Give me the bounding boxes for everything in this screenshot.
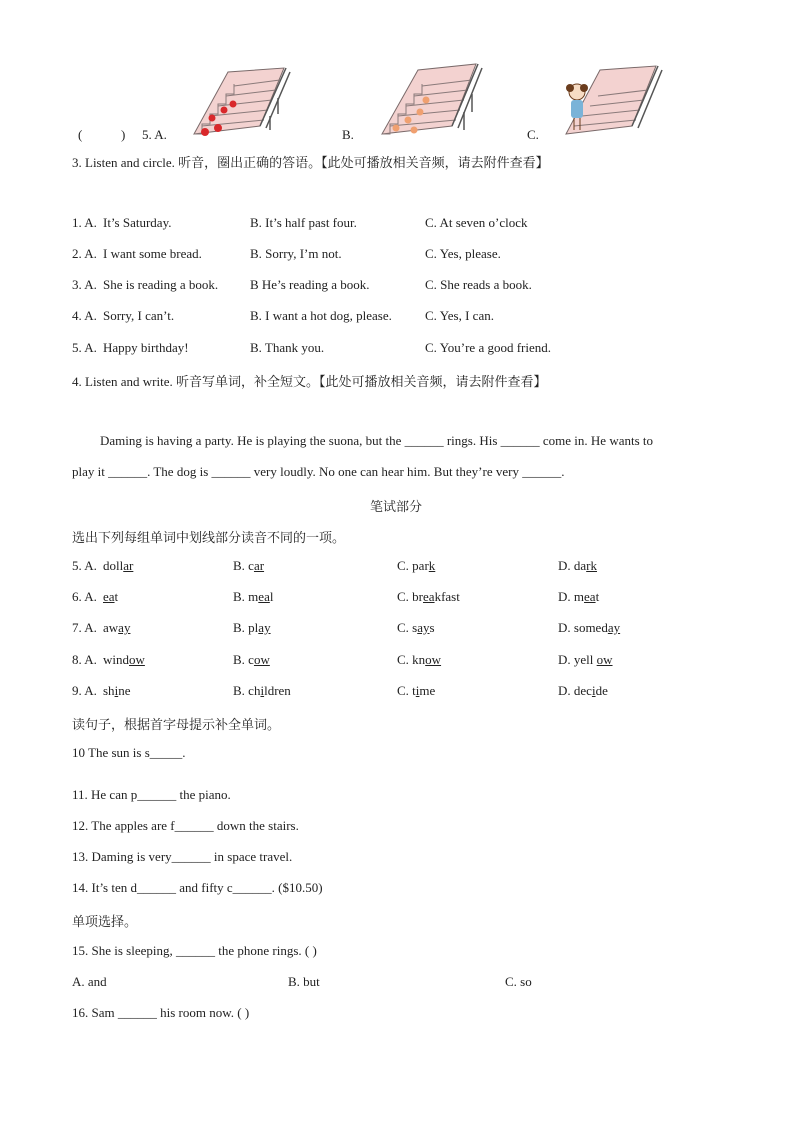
listen-q5-option-a: Happy birthday! (103, 340, 189, 355)
phonics-q8-d-pre: D. (558, 652, 574, 667)
phonics-q8-d-u: ow (596, 652, 613, 667)
listen-q1-option-b: B. It’s half past four. (250, 215, 357, 230)
phonics-q5-c-pre: C. (397, 558, 413, 573)
phonics-q8-option-d (558, 652, 613, 668)
phonics-q9-b-u: i (260, 683, 265, 698)
phonics-q7-b-u: ay (258, 620, 271, 635)
phonics-q7-option-b (233, 620, 271, 636)
phonics-q7-a-start: aw (103, 620, 119, 635)
phonics-q6-d-start: m (573, 589, 585, 604)
phonics-q5-d-start: da (573, 558, 587, 573)
phonics-q9-d-end: de (595, 683, 608, 698)
phonics-q7-d-pre: D. (558, 620, 574, 635)
stairs-girl-image (560, 62, 664, 142)
phonics-q7-c-u: ay (417, 620, 430, 635)
phonics-q9-b-start: ch (248, 683, 261, 698)
phonics-q6-d-end: t (595, 589, 600, 604)
phonics-q7-c-end: s (429, 620, 435, 635)
phonics-q6-b-u: ea (258, 589, 270, 604)
listen-q3-option-c: C. She reads a book. (425, 277, 532, 292)
passage-line-1: Daming is having a party. He is playing the suona, but the ______ rings. His ______ come in. He wants to (100, 433, 654, 448)
phonics-q8-option-b (233, 652, 270, 668)
phonics-q7-number: 7. A. (72, 620, 97, 635)
phonics-q5-option-d (558, 558, 597, 574)
phonics-q5-a-u: ar (123, 558, 134, 573)
phonics-q6-number: 6. A. (72, 589, 97, 604)
phonics-q9-c-pre: C. (397, 683, 413, 698)
phonics-q8-c-start: kn (412, 652, 426, 667)
phonics-q5-b-start: c (248, 558, 254, 573)
phonics-q7-c-pre: C. (397, 620, 413, 635)
phonics-q7-option-c (397, 620, 435, 636)
option-b-label: B. (342, 127, 354, 142)
phonics-q6-d-u: ea (584, 589, 596, 604)
stairs-oranges-image (374, 60, 492, 142)
phonics-q7-option-a (103, 620, 130, 636)
listen-q2-option-c: C. Yes, please. (425, 246, 501, 261)
phonics-q9-d-u: i (591, 683, 596, 698)
phonics-q6-option-d (558, 589, 599, 605)
listen-q3-option-a: She is reading a book. (103, 277, 219, 292)
phonics-q6-a-end: t (114, 589, 119, 604)
listen-q2-option-b: B. Sorry, I’m not. (250, 246, 342, 261)
phonics-q6-a-u: ea (103, 589, 115, 604)
listen-q5-number: 5. A. (72, 340, 97, 355)
phonics-q8-c-u: ow (425, 652, 442, 667)
phonics-q8-a-start: wind (103, 652, 129, 667)
phonics-q7-c-start: s (412, 620, 418, 635)
listen-q1-number: 1. A. (72, 215, 97, 230)
choice-q16: 16. Sam ______ his room now. ( ) (72, 1005, 250, 1020)
stairs-apples-image (188, 64, 298, 142)
listen-q2-option-a: I want some bread. (103, 246, 202, 261)
phonics-q6-c-start: br (412, 589, 424, 604)
phonics-q5-option-c (397, 558, 435, 574)
phonics-q5-a-start: doll (103, 558, 124, 573)
listen-q4-option-c: C. Yes, I can. (425, 308, 494, 323)
phonics-q6-c-u: ea (423, 589, 435, 604)
phonics-header: 选出下列每组单词中划线部分读音不同的一项。 (72, 530, 346, 545)
listen-q5-option-c: C. You’re a good friend. (425, 340, 552, 355)
phonics-q9-option-d (558, 683, 608, 699)
phonics-q5-b-pre: B. (233, 558, 249, 573)
phonics-q8-b-pre: B. (233, 652, 249, 667)
phonics-q8-number: 8. A. (72, 652, 97, 667)
phonics-q9-c-start: t (412, 683, 416, 698)
phonics-q7-option-d (558, 620, 620, 636)
phonics-q6-c-end: kfast (434, 589, 460, 604)
phonics-q6-option-a (103, 589, 118, 605)
phonics-q5-b-u: ar (253, 558, 265, 573)
phonics-q6-b-start: m (248, 589, 259, 604)
phonics-q8-option-c (397, 652, 441, 668)
phonics-q9-d-start: dec (573, 683, 592, 698)
phonics-q6-b-pre: B. (233, 589, 249, 604)
phonics-q9-number: 9. A. (72, 683, 97, 698)
answer-paren-open: ( (78, 127, 83, 142)
phonics-q5-number: 5. A. (72, 558, 97, 573)
fill-q12: 12. The apples are f______ down the stairs. (72, 818, 299, 833)
choice-q15: 15. She is sleeping, ______ the phone rings. ( ) (72, 943, 317, 958)
phonics-q5-c-start: par (412, 558, 429, 573)
phonics-q7-d-start: somed (573, 620, 608, 635)
q15-option-b: B. but (288, 974, 320, 989)
phonics-q5-c-u: k (428, 558, 436, 573)
written-part-title: 笔试部分 (370, 499, 423, 514)
phonics-q9-option-c (397, 683, 435, 699)
phonics-q9-a-start: sh (103, 683, 115, 698)
listen-q3-number: 3. A. (72, 277, 97, 292)
option-c-label: C. (527, 127, 539, 142)
fill-header: 读句子，根据首字母提示补全单词。 (72, 717, 281, 732)
phonics-q5-option-a (103, 558, 133, 574)
listen-q2-number: 2. A. (72, 246, 97, 261)
phonics-q5-option-b (233, 558, 264, 574)
question-number: 5. A. (142, 127, 167, 142)
listen-q4-number: 4. A. (72, 308, 97, 323)
phonics-q6-option-c (397, 589, 460, 605)
fill-q11: 11. He can p______ the piano. (72, 787, 231, 802)
phonics-q7-b-start: pl (248, 620, 259, 635)
phonics-q6-d-pre: D. (558, 589, 574, 604)
phonics-q9-d-pre: D. (558, 683, 574, 698)
phonics-q8-a-u: ow (129, 652, 145, 667)
answer-paren-close: ) (121, 127, 126, 142)
section4-header: 4. Listen and write. 听音写单词，补全短文。【此处可播放相关音频，请去附件查看】 (72, 374, 547, 389)
phonics-q8-b-u: ow (253, 652, 270, 667)
passage-line-2: play it ______. The dog is ______ very loudly. No one can hear him. But they’re very ______. (72, 464, 565, 479)
listen-q1-option-a: It’s Saturday. (103, 215, 172, 230)
phonics-q8-d-start: yell (573, 652, 597, 667)
listen-q3-option-b: B He’s reading a book. (250, 277, 370, 292)
phonics-q7-a-u: ay (118, 620, 131, 635)
phonics-q6-c-pre: C. (397, 589, 413, 604)
phonics-q8-c-pre: C. (397, 652, 413, 667)
phonics-q5-d-u: rk (586, 558, 598, 573)
phonics-q9-b-end: ldren (264, 683, 291, 698)
phonics-q9-option-a (103, 683, 130, 699)
fill-q14: 14. It’s ten d______ and fifty c______. ($10.50) (72, 880, 323, 895)
phonics-q9-a-u: i (114, 683, 119, 698)
phonics-q9-b-pre: B. (233, 683, 249, 698)
choice-header: 单项选择。 (72, 914, 138, 929)
phonics-q9-c-u: i (415, 683, 420, 698)
phonics-q9-a-end: ne (118, 683, 131, 698)
listen-q4-option-b: B. I want a hot dog, please. (250, 308, 392, 323)
q15-option-a: A. and (72, 974, 107, 989)
listen-q5-option-b: B. Thank you. (250, 340, 325, 355)
phonics-q6-b-end: l (269, 589, 274, 604)
section3-header: 3. Listen and circle. 听音，圈出正确的答语。【此处可播放相关音频，请去附件查看】 (72, 155, 549, 170)
phonics-q7-b-pre: B. (233, 620, 249, 635)
phonics-q9-c-end: me (419, 683, 436, 698)
listen-q4-option-a: Sorry, I can’t. (103, 308, 175, 323)
fill-q13: 13. Daming is very______ in space travel. (72, 849, 293, 864)
listen-q1-option-c: C. At seven o’clock (425, 215, 528, 230)
phonics-q8-b-start: c (248, 652, 254, 667)
q15-option-c: C. so (505, 974, 532, 989)
phonics-q6-option-b (233, 589, 273, 605)
phonics-q7-d-u: ay (607, 620, 621, 635)
phonics-q9-option-b (233, 683, 291, 699)
fill-q10: 10 The sun is s_____. (72, 745, 186, 760)
phonics-q5-d-pre: D. (558, 558, 574, 573)
phonics-q8-option-a (103, 652, 145, 668)
